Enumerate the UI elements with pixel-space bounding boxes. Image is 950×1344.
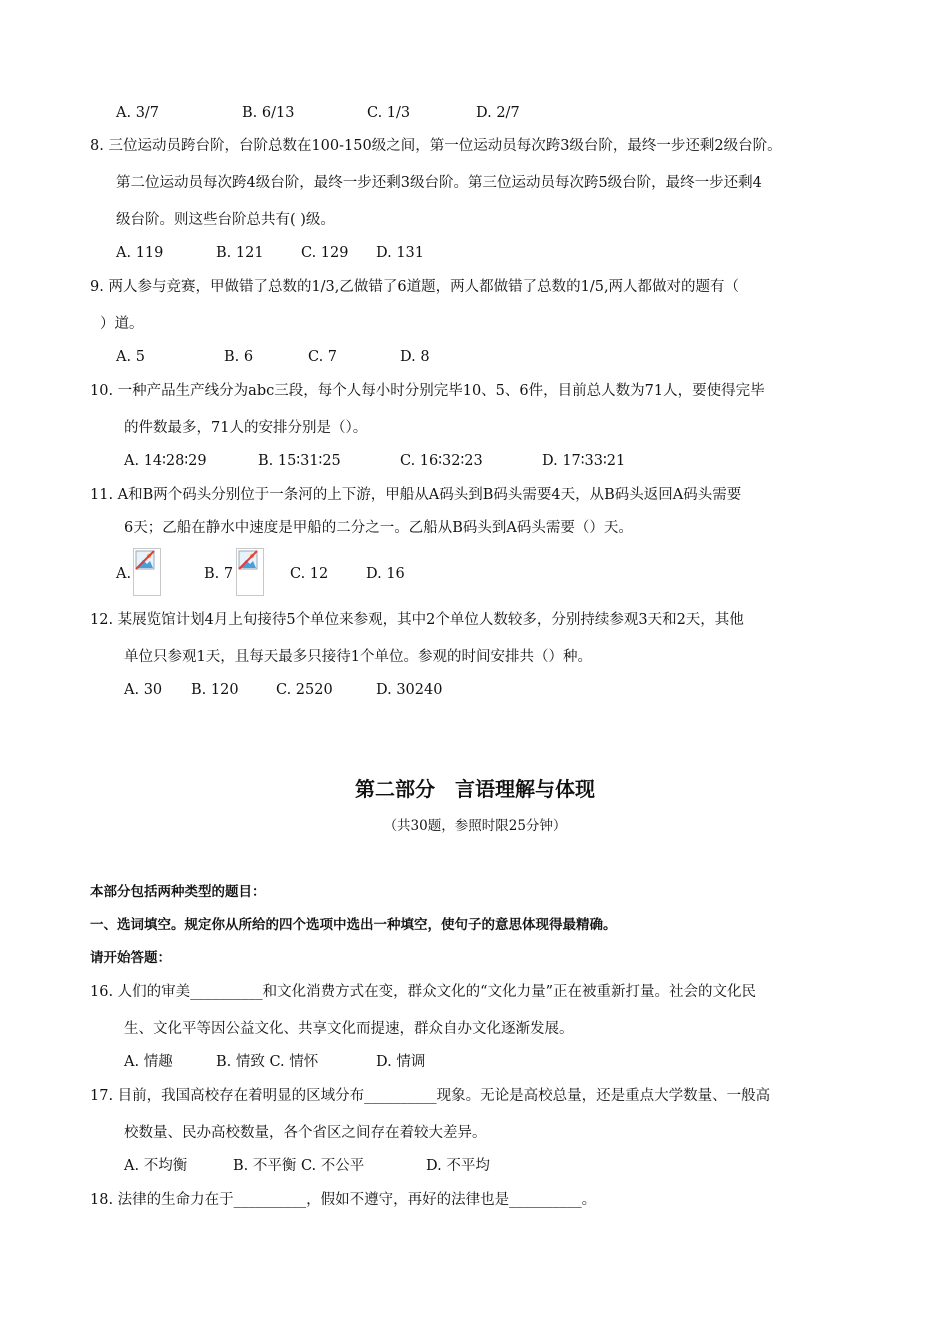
q7-option-b: B. 6/13 bbox=[242, 105, 295, 121]
q9-line-2: ）道。 bbox=[100, 316, 144, 332]
intro-line-3: 请开始答题： bbox=[90, 950, 171, 966]
q8-line-2: 第二位运动员每次跨4级台阶，最终一步还剩3级台阶。第三位运动员每次跨5级台阶，最终一步还剩4 bbox=[116, 175, 762, 191]
q8-option-b: B. 121 bbox=[216, 245, 264, 261]
q10-option-d: D. 17∶33∶21 bbox=[542, 453, 626, 469]
intro-line-1: 本部分包括两种类型的题目： bbox=[90, 884, 266, 900]
q11-option-b: B. 7 bbox=[204, 566, 234, 582]
q11-line-1: 11. A和B两个码头分别位于一条河的上下游，甲船从A码头到B码头需要4天，从B码头返回A码头需要 bbox=[90, 487, 742, 503]
q16-option-d: D. 情调 bbox=[376, 1054, 426, 1070]
q12-option-d: D. 30240 bbox=[376, 682, 443, 698]
q8-option-d: D. 131 bbox=[376, 245, 425, 261]
q10-option-b: B. 15∶31∶25 bbox=[258, 453, 341, 469]
q11-line-2: 6天；乙船在静水中速度是甲船的二分之一。乙船从B码头到A码头需要（）天。 bbox=[124, 520, 633, 536]
q10-option-c: C. 16∶32∶23 bbox=[400, 453, 483, 469]
q10-line-1: 10. 一种产品生产线分为abc三段，每个人每小时分别完毕10、5、6件，目前总人数为71人，要使得完毕 bbox=[90, 383, 765, 399]
q9-option-d: D. 8 bbox=[400, 349, 430, 365]
q8-line-1: 8. 三位运动员跨台阶，台阶总数在100-150级之间，第一位运动员每次跨3级台阶，最终一步还剩2级台阶。 bbox=[90, 138, 782, 154]
q9-option-c: C. 7 bbox=[308, 349, 338, 365]
q11-option-c: C. 12 bbox=[290, 566, 329, 582]
q17-option-d: D. 不平均 bbox=[426, 1158, 490, 1174]
broken-image-icon bbox=[236, 548, 264, 596]
section-subtitle: （共30题，参照时限25分钟） bbox=[383, 818, 567, 834]
q16-option-b-c: B. 情致 C. 情怀 bbox=[216, 1054, 319, 1070]
q9-option-a: A. 5 bbox=[116, 349, 145, 365]
q12-option-c: C. 2520 bbox=[276, 682, 333, 698]
intro-line-2: 一、选词填空。规定你从所给的四个选项中选出一种填空，使句子的意思体现得最精确。 bbox=[90, 917, 617, 933]
q12-option-b: B. 120 bbox=[191, 682, 239, 698]
q7-option-d: D. 2/7 bbox=[476, 105, 520, 121]
broken-image-icon bbox=[133, 548, 161, 596]
q12-line-2: 单位只参观1天，且每天最多只接待1个单位。参观的时间安排共（）种。 bbox=[124, 649, 592, 665]
q9-line-1: 9. 两人参与竞赛，甲做错了总数的1/3,乙做错了6道题，两人都做错了总数的1/5,两人都做对的题有（ bbox=[90, 279, 740, 295]
q17-line-2: 校数量、民办高校数量，各个省区之间存在着较大差异。 bbox=[124, 1125, 487, 1141]
q12-option-a: A. 30 bbox=[124, 682, 163, 698]
q10-line-2: 的件数最多，71人的安排分别是（）。 bbox=[124, 420, 368, 436]
q16-line-2: 生、文化平等因公益文化、共享文化而提速，群众自办文化逐渐发展。 bbox=[124, 1021, 574, 1037]
q7-option-c: C. 1/3 bbox=[367, 105, 411, 121]
q17-option-b-c: B. 不平衡 C. 不公平 bbox=[233, 1158, 365, 1174]
q8-option-c: C. 129 bbox=[301, 245, 349, 261]
q11-option-a: A. bbox=[116, 566, 132, 582]
q10-option-a: A. 14∶28∶29 bbox=[124, 453, 207, 469]
q11-option-d: D. 16 bbox=[366, 566, 405, 582]
q8-option-a: A. 119 bbox=[116, 245, 164, 261]
q16-line-1: 16. 人们的审美__________和文化消费方式在变，群众文化的“文化力量”正在被重新打量。社会的文化民 bbox=[90, 984, 756, 1000]
q17-line-1: 17. 目前，我国高校存在着明显的区域分布__________现象。无论是高校总量，还是重点大学数量、一般高 bbox=[90, 1088, 771, 1104]
q7-option-a: A. 3/7 bbox=[116, 105, 160, 121]
q17-option-a: A. 不均衡 bbox=[124, 1158, 188, 1174]
q16-option-a: A. 情趣 bbox=[124, 1054, 173, 1070]
section-title: 第二部分 言语理解与体现 bbox=[355, 777, 595, 801]
q9-option-b: B. 6 bbox=[224, 349, 254, 365]
q18-line-1: 18. 法律的生命力在于__________，假如不遵守，再好的法律也是__________。 bbox=[90, 1192, 597, 1208]
q8-line-3: 级台阶。则这些台阶总共有( )级。 bbox=[116, 212, 335, 228]
q12-line-1: 12. 某展览馆计划4月上旬接待5个单位来参观，其中2个单位人数较多，分别持续参观3天和2天，其他 bbox=[90, 612, 744, 628]
